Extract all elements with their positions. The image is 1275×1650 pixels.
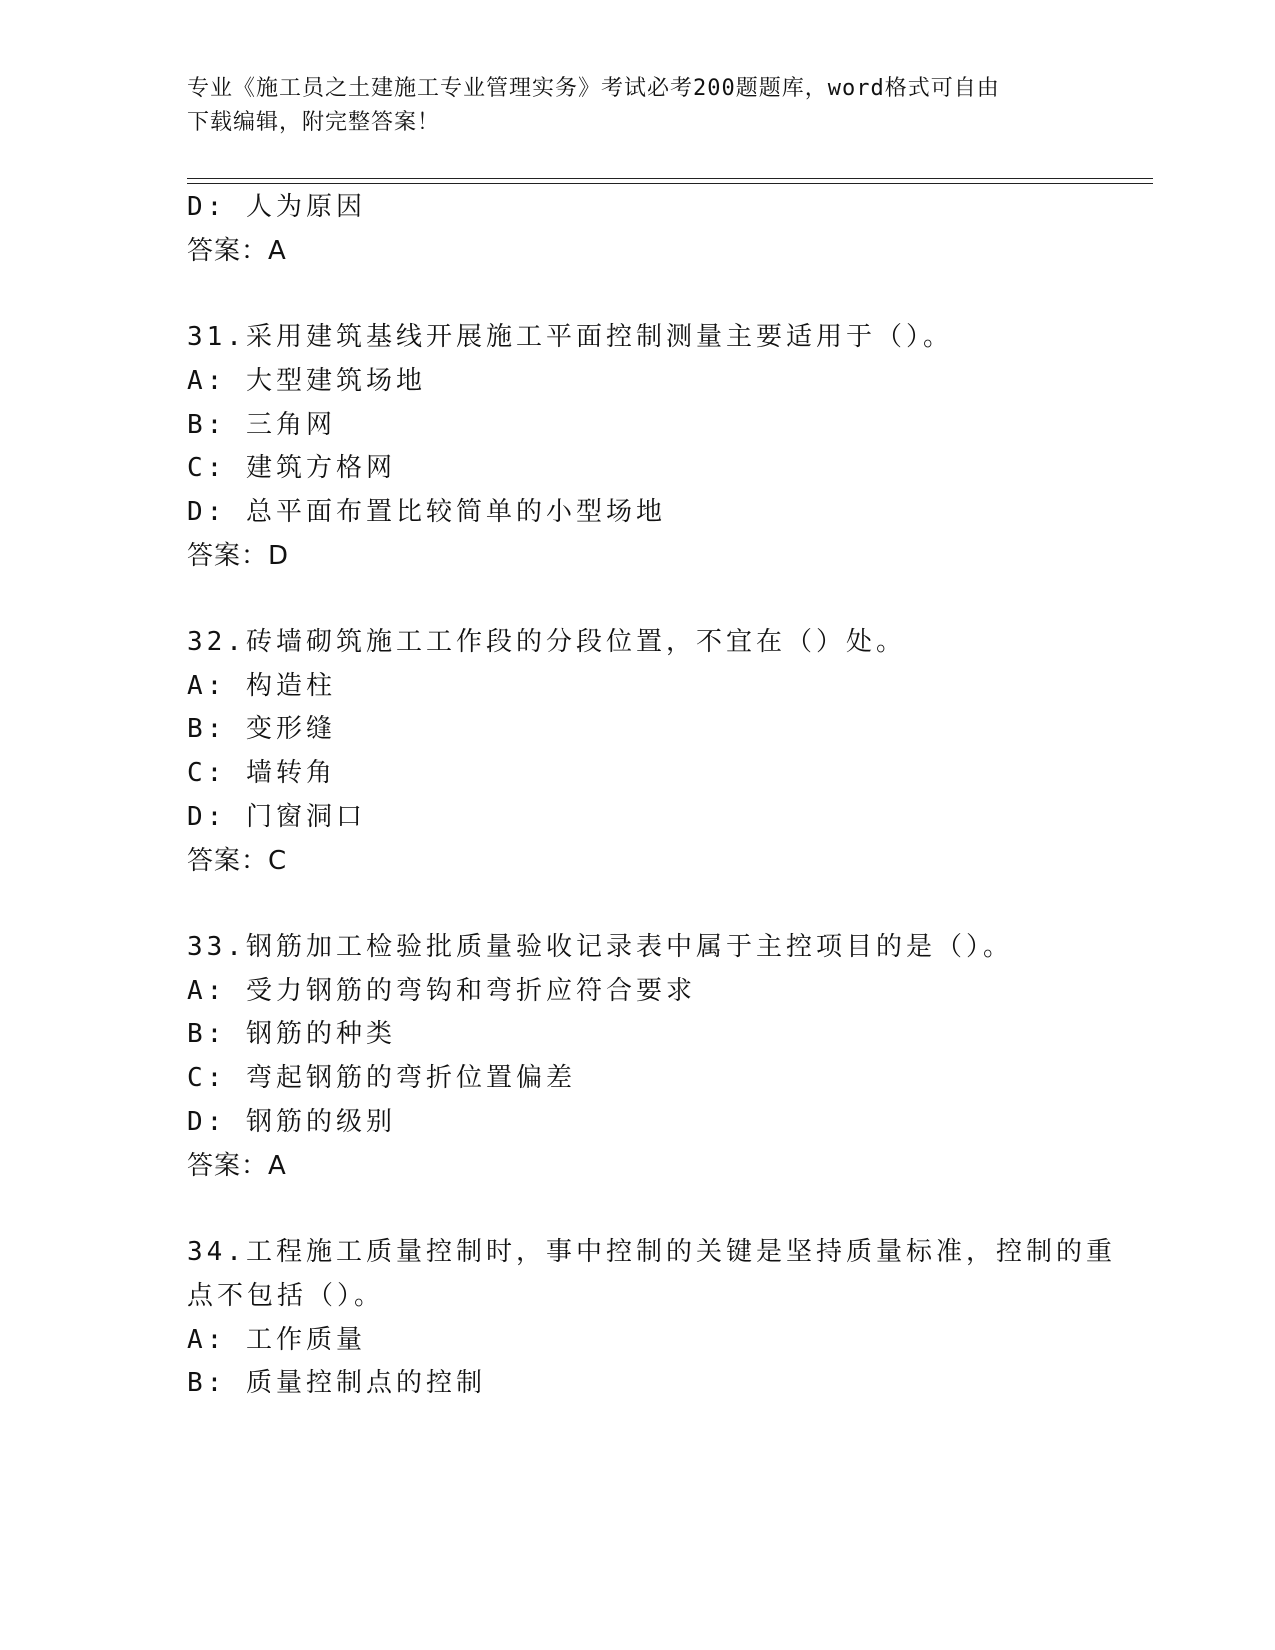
question-32-option-d: D: 门窗洞口 [187, 802, 366, 832]
question-34-option-a: A: 工作质量 [187, 1325, 366, 1355]
question-31-stem: 31.采用建筑基线开展施工平面控制测量主要适用于（）。 [187, 322, 953, 352]
question-33-answer: 答案：A [187, 1151, 287, 1181]
question-32-option-c: C: 墙转角 [187, 758, 336, 788]
document-header [187, 72, 1067, 140]
question-34-option-b: B: 质量控制点的控制 [187, 1368, 486, 1398]
question-33-stem: 33.钢筋加工检验批质量验收记录表中属于主控项目的是（）。 [187, 932, 1013, 962]
question-32-answer: 答案：C [187, 846, 288, 876]
question-31-answer: 答案：D [187, 541, 290, 571]
prev-answer: 答案：A [187, 236, 287, 266]
question-34-stem-line-1: 34.工程施工质量控制时，事中控制的关键是坚持质量标准，控制的重 [187, 1237, 1116, 1267]
header-divider-top [187, 178, 1153, 179]
question-31-option-d: D: 总平面布置比较简单的小型场地 [187, 497, 666, 527]
prev-option-d: D: 人为原因 [187, 192, 366, 222]
header-divider-bottom [187, 183, 1153, 184]
question-31-option-b: B: 三角网 [187, 410, 336, 440]
question-33-option-a: A: 受力钢筋的弯钩和弯折应符合要求 [187, 976, 696, 1006]
question-33-option-d: D: 钢筋的级别 [187, 1107, 396, 1137]
question-31-option-a: A: 大型建筑场地 [187, 366, 426, 396]
question-31-option-c: C: 建筑方格网 [187, 453, 396, 483]
question-34-stem-line-2: 点不包括（）。 [187, 1281, 385, 1311]
header-line-2: 下载编辑，附完整答案！ [187, 110, 441, 135]
question-33-option-c: C: 弯起钢筋的弯折位置偏差 [187, 1063, 576, 1093]
question-32-option-a: A: 构造柱 [187, 671, 336, 701]
question-33-option-b: B: 钢筋的种类 [187, 1019, 396, 1049]
header-line-1: 专业《施工员之土建施工专业管理实务》考试必考200题题库，word格式可自由 [187, 76, 1000, 101]
question-32-option-b: B: 变形缝 [187, 714, 336, 744]
question-32-stem: 32.砖墙砌筑施工工作段的分段位置，不宜在（）处。 [187, 627, 906, 657]
